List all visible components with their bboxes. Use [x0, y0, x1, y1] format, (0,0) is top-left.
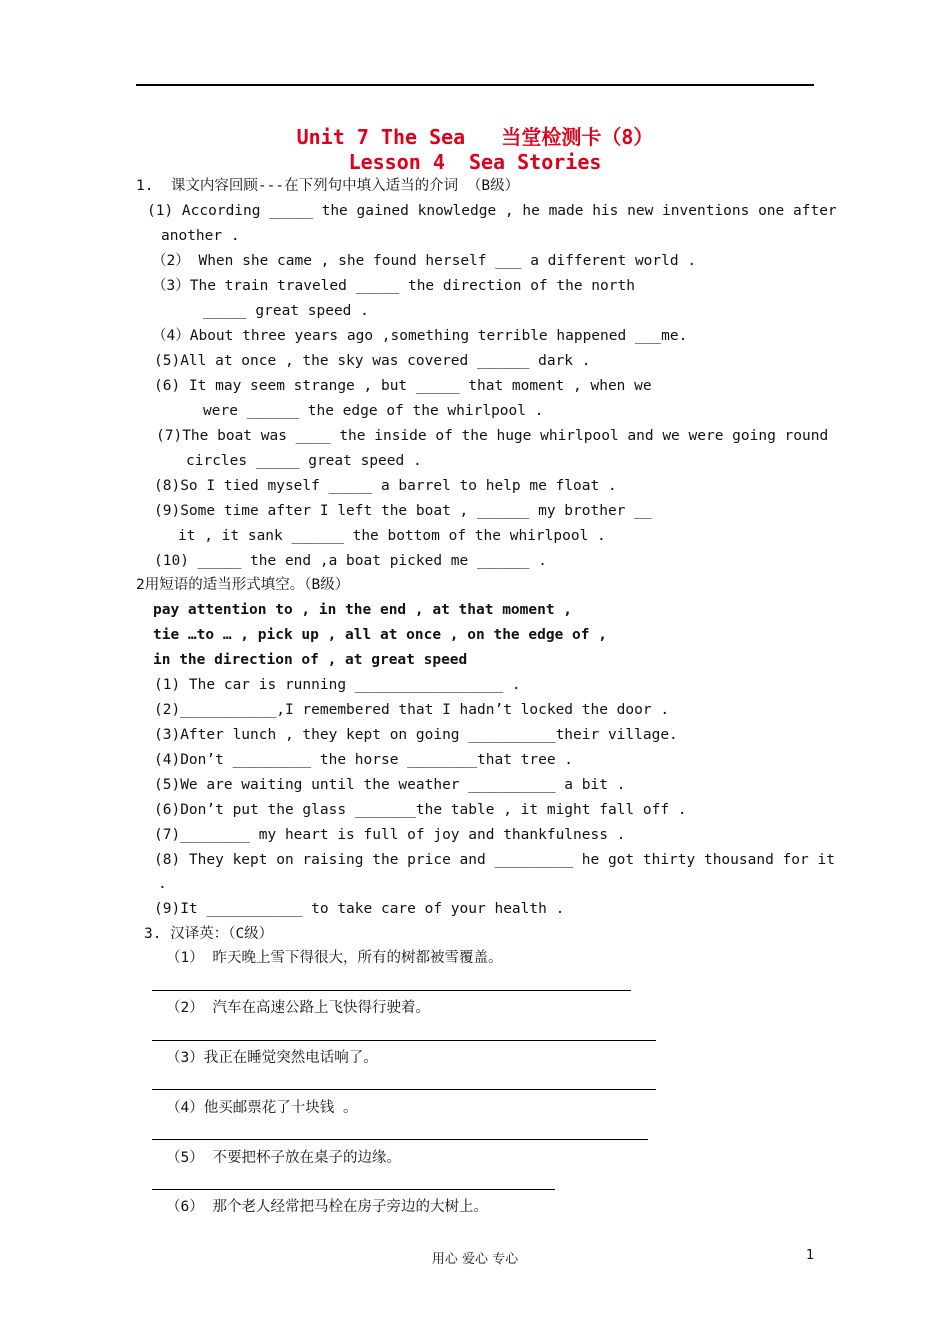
- s2-line-5: (5)We are waiting until the weather __________ a bit .: [154, 777, 626, 793]
- s2-line-4: (4)Don’t _________ the horse ________that tree .: [154, 752, 574, 768]
- s1-line-5: _____ great speed .: [203, 303, 369, 319]
- s1-line-3: （2） When she came , she found herself ___ a different world .: [152, 253, 697, 269]
- s3-item-6: （6） 那个老人经常把马栓在房子旁边的大树上。: [166, 1199, 488, 1215]
- answer-line-5: [152, 1189, 555, 1190]
- s2-line-1: (1) The car is running _________________ .: [154, 677, 521, 693]
- phrase-bank-line-3: in the direction of , at great speed: [153, 652, 468, 668]
- s3-item-3: （3）我正在睡觉突然电话响了。: [166, 1050, 378, 1066]
- s2-line-3: (3)After lunch , they kept on going __________their village.: [154, 727, 678, 743]
- s1-line-15: (10) _____ the end ,a boat picked me ______ .: [154, 553, 547, 569]
- s1-line-10: (7)The boat was ____ the inside of the huge whirlpool and we were going round: [156, 428, 829, 444]
- s1-line-8: (6) It may seem strange , but _____ that moment , when we: [154, 378, 652, 394]
- s2-line-10: (9)It ___________ to take care of your health .: [154, 901, 565, 917]
- s3-item-1: （1） 昨天晚上雪下得很大，所有的树都被雪覆盖。: [166, 950, 503, 966]
- s1-line-12: (8)So I tied myself _____ a barrel to help me float .: [154, 478, 617, 494]
- s2-line-2: (2)___________,I remembered that I hadn’t locked the door .: [154, 702, 670, 718]
- s2-line-6: (6)Don’t put the glass _______the table , it might fall off .: [154, 802, 687, 818]
- section1-heading: 1. 课文内容回顾---在下列句中填入适当的介词 （B级）: [136, 178, 520, 194]
- answer-line-1: [152, 990, 631, 991]
- answer-line-4: [152, 1139, 648, 1140]
- phrase-bank-line-1: pay attention to , in the end , at that moment ,: [153, 602, 573, 618]
- s1-line-6: （4）About three years ago ,something terrible happened ___me.: [152, 328, 688, 344]
- s3-item-4: （4）他买邮票花了十块钱 。: [166, 1100, 358, 1116]
- answer-line-2: [152, 1040, 656, 1041]
- s3-item-5: （5） 不要把杯子放在桌子的边缘。: [166, 1150, 401, 1166]
- s1-line-1: (1) According _____ the gained knowledge , he made his new inventions one after: [147, 203, 837, 219]
- s2-line-9: .: [158, 876, 167, 892]
- s1-line-13: (9)Some time after I left the boat , ______ my brother __: [154, 503, 652, 519]
- s1-line-4: （3）The train traveled _____ the direction of the north: [152, 278, 635, 294]
- title-unit: Unit 7 The Sea 当堂检测卡（8）: [296, 125, 654, 149]
- s2-line-8: (8) They kept on raising the price and _________ he got thirty thousand for it: [154, 852, 835, 868]
- footer-text: 用心 爱心 专心: [431, 1252, 519, 1267]
- answer-line-3: [152, 1089, 656, 1090]
- section2-heading: 2用短语的适当形式填空。（B级）: [136, 577, 350, 593]
- s3-item-2: （2） 汽车在高速公路上飞快得行驶着。: [166, 1000, 430, 1016]
- title-lesson: Lesson 4 Sea Stories: [348, 150, 602, 174]
- header-rule: [136, 84, 814, 86]
- s1-line-14: it , it sank ______ the bottom of the whirlpool .: [178, 528, 606, 544]
- page-number: 1: [806, 1248, 815, 1263]
- phrase-bank-line-2: tie …to … , pick up , all at once , on the edge of ,: [153, 627, 607, 643]
- s1-line-11: circles _____ great speed .: [186, 453, 422, 469]
- s2-line-7: (7)________ my heart is full of joy and thankfulness .: [154, 827, 626, 843]
- s1-line-9: were ______ the edge of the whirlpool .: [203, 403, 544, 419]
- section3-heading: 3. 汉译英：（C级）: [144, 926, 274, 942]
- s1-line-7: (5)All at once , the sky was covered ______ dark .: [154, 353, 591, 369]
- s1-line-2: another .: [161, 228, 240, 244]
